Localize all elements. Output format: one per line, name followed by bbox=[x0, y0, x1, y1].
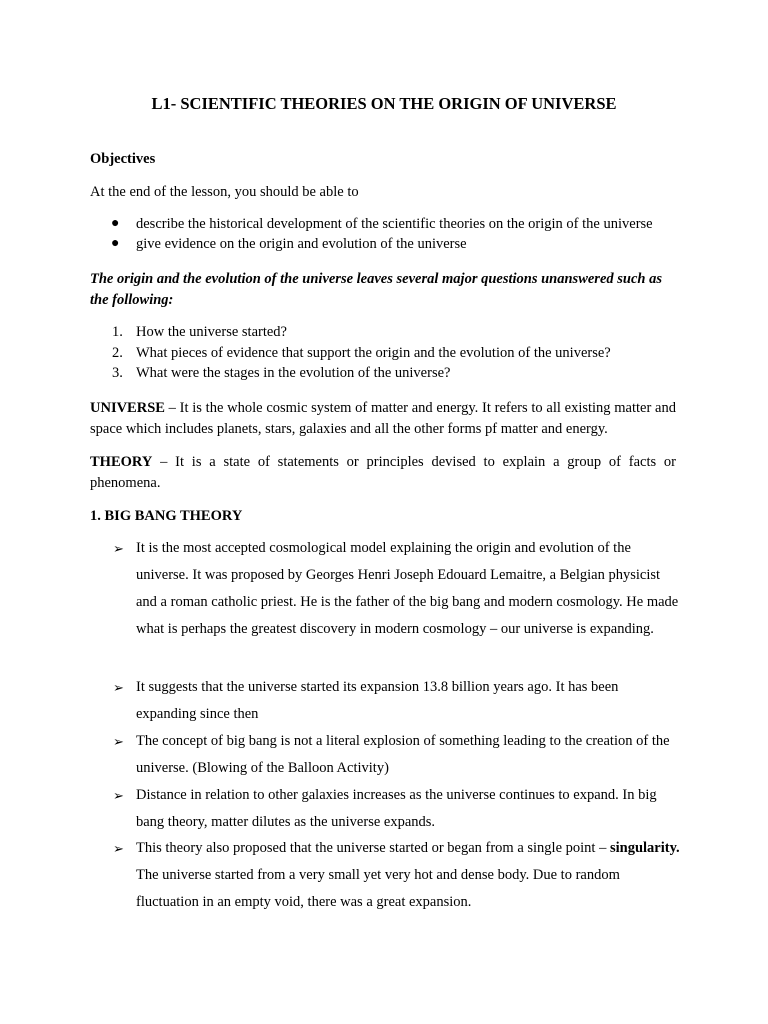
singularity-after: The universe started from a very small yet very hot and dense body. Due to random fluctuation in an empty void, there was a great expansion. bbox=[136, 867, 620, 910]
objective-bullet: give evidence on the origin and evolution of the universe bbox=[136, 236, 467, 252]
question-number: 2. bbox=[112, 345, 123, 361]
objective-bullet: describe the historical development of the scientific theories on the origin of the universe bbox=[136, 216, 653, 232]
arrow-bullet-icon: ➢ bbox=[113, 841, 124, 856]
arrow-bullet-icon: ➢ bbox=[113, 788, 124, 803]
theory-definition bbox=[90, 452, 676, 493]
question-item: What were the stages in the evolution of the universe? bbox=[136, 365, 451, 381]
universe-text: – It is the whole cosmic system of matter and energy. It refers to all existing matter and space which includes planets, stars, galaxies and all the other forms pf matter and energy. bbox=[90, 400, 676, 437]
big-bang-point: It is the most accepted cosmological model explaining the origin and evolution of the universe. It was proposed by Georges Henri Joseph Edouard Lemaitre, a Belgian physicist and a roman catholic priest. He is the father of the big bang and modern cosmology. He made what is perhaps the greatest discovery in modern cosmology – our universe is expanding. bbox=[136, 540, 679, 637]
big-bang-point-singularity bbox=[136, 835, 681, 916]
singularity-before: This theory also proposed that the universe started or began from a single point – bbox=[136, 840, 610, 856]
theory-term: THEORY bbox=[90, 454, 153, 470]
arrow-bullet-icon: ➢ bbox=[113, 541, 124, 556]
arrow-bullet-icon: ➢ bbox=[113, 734, 124, 749]
objectives-intro: At the end of the lesson, you should be able to bbox=[90, 184, 359, 200]
bullet-dot-icon: ● bbox=[111, 216, 120, 231]
universe-definition bbox=[90, 398, 676, 439]
theory-text: – It is a state of statements or principles devised to explain a group of facts or phenomena. bbox=[90, 454, 676, 491]
singularity-term: singularity. bbox=[609, 840, 680, 856]
question-number: 1. bbox=[112, 324, 123, 340]
bullet-dot-icon: ● bbox=[111, 236, 120, 251]
big-bang-heading: 1. BIG BANG THEORY bbox=[90, 508, 243, 524]
big-bang-point: Distance in relation to other galaxies increases as the universe continues to expand. In big bang theory, matter dilutes as the universe expands. bbox=[136, 787, 657, 830]
big-bang-point: The concept of big bang is not a literal explosion of something leading to the creation of the universe. (Blowing of the Balloon Activity) bbox=[136, 733, 670, 776]
question-item: How the universe started? bbox=[136, 324, 287, 340]
questions-intro: The origin and the evolution of the universe leaves several major questions unanswered such as the following: bbox=[90, 271, 662, 308]
big-bang-point: It suggests that the universe started its expansion 13.8 billion years ago. It has been expanding since then bbox=[136, 679, 619, 722]
question-item: What pieces of evidence that support the origin and the evolution of the universe? bbox=[136, 345, 611, 361]
question-number: 3. bbox=[112, 365, 123, 381]
arrow-bullet-icon: ➢ bbox=[113, 680, 124, 695]
universe-term: UNIVERSE bbox=[90, 400, 165, 416]
document-title: L1- SCIENTIFIC THEORIES ON THE ORIGIN OF UNIVERSE bbox=[151, 94, 617, 113]
objectives-heading: Objectives bbox=[90, 151, 156, 167]
